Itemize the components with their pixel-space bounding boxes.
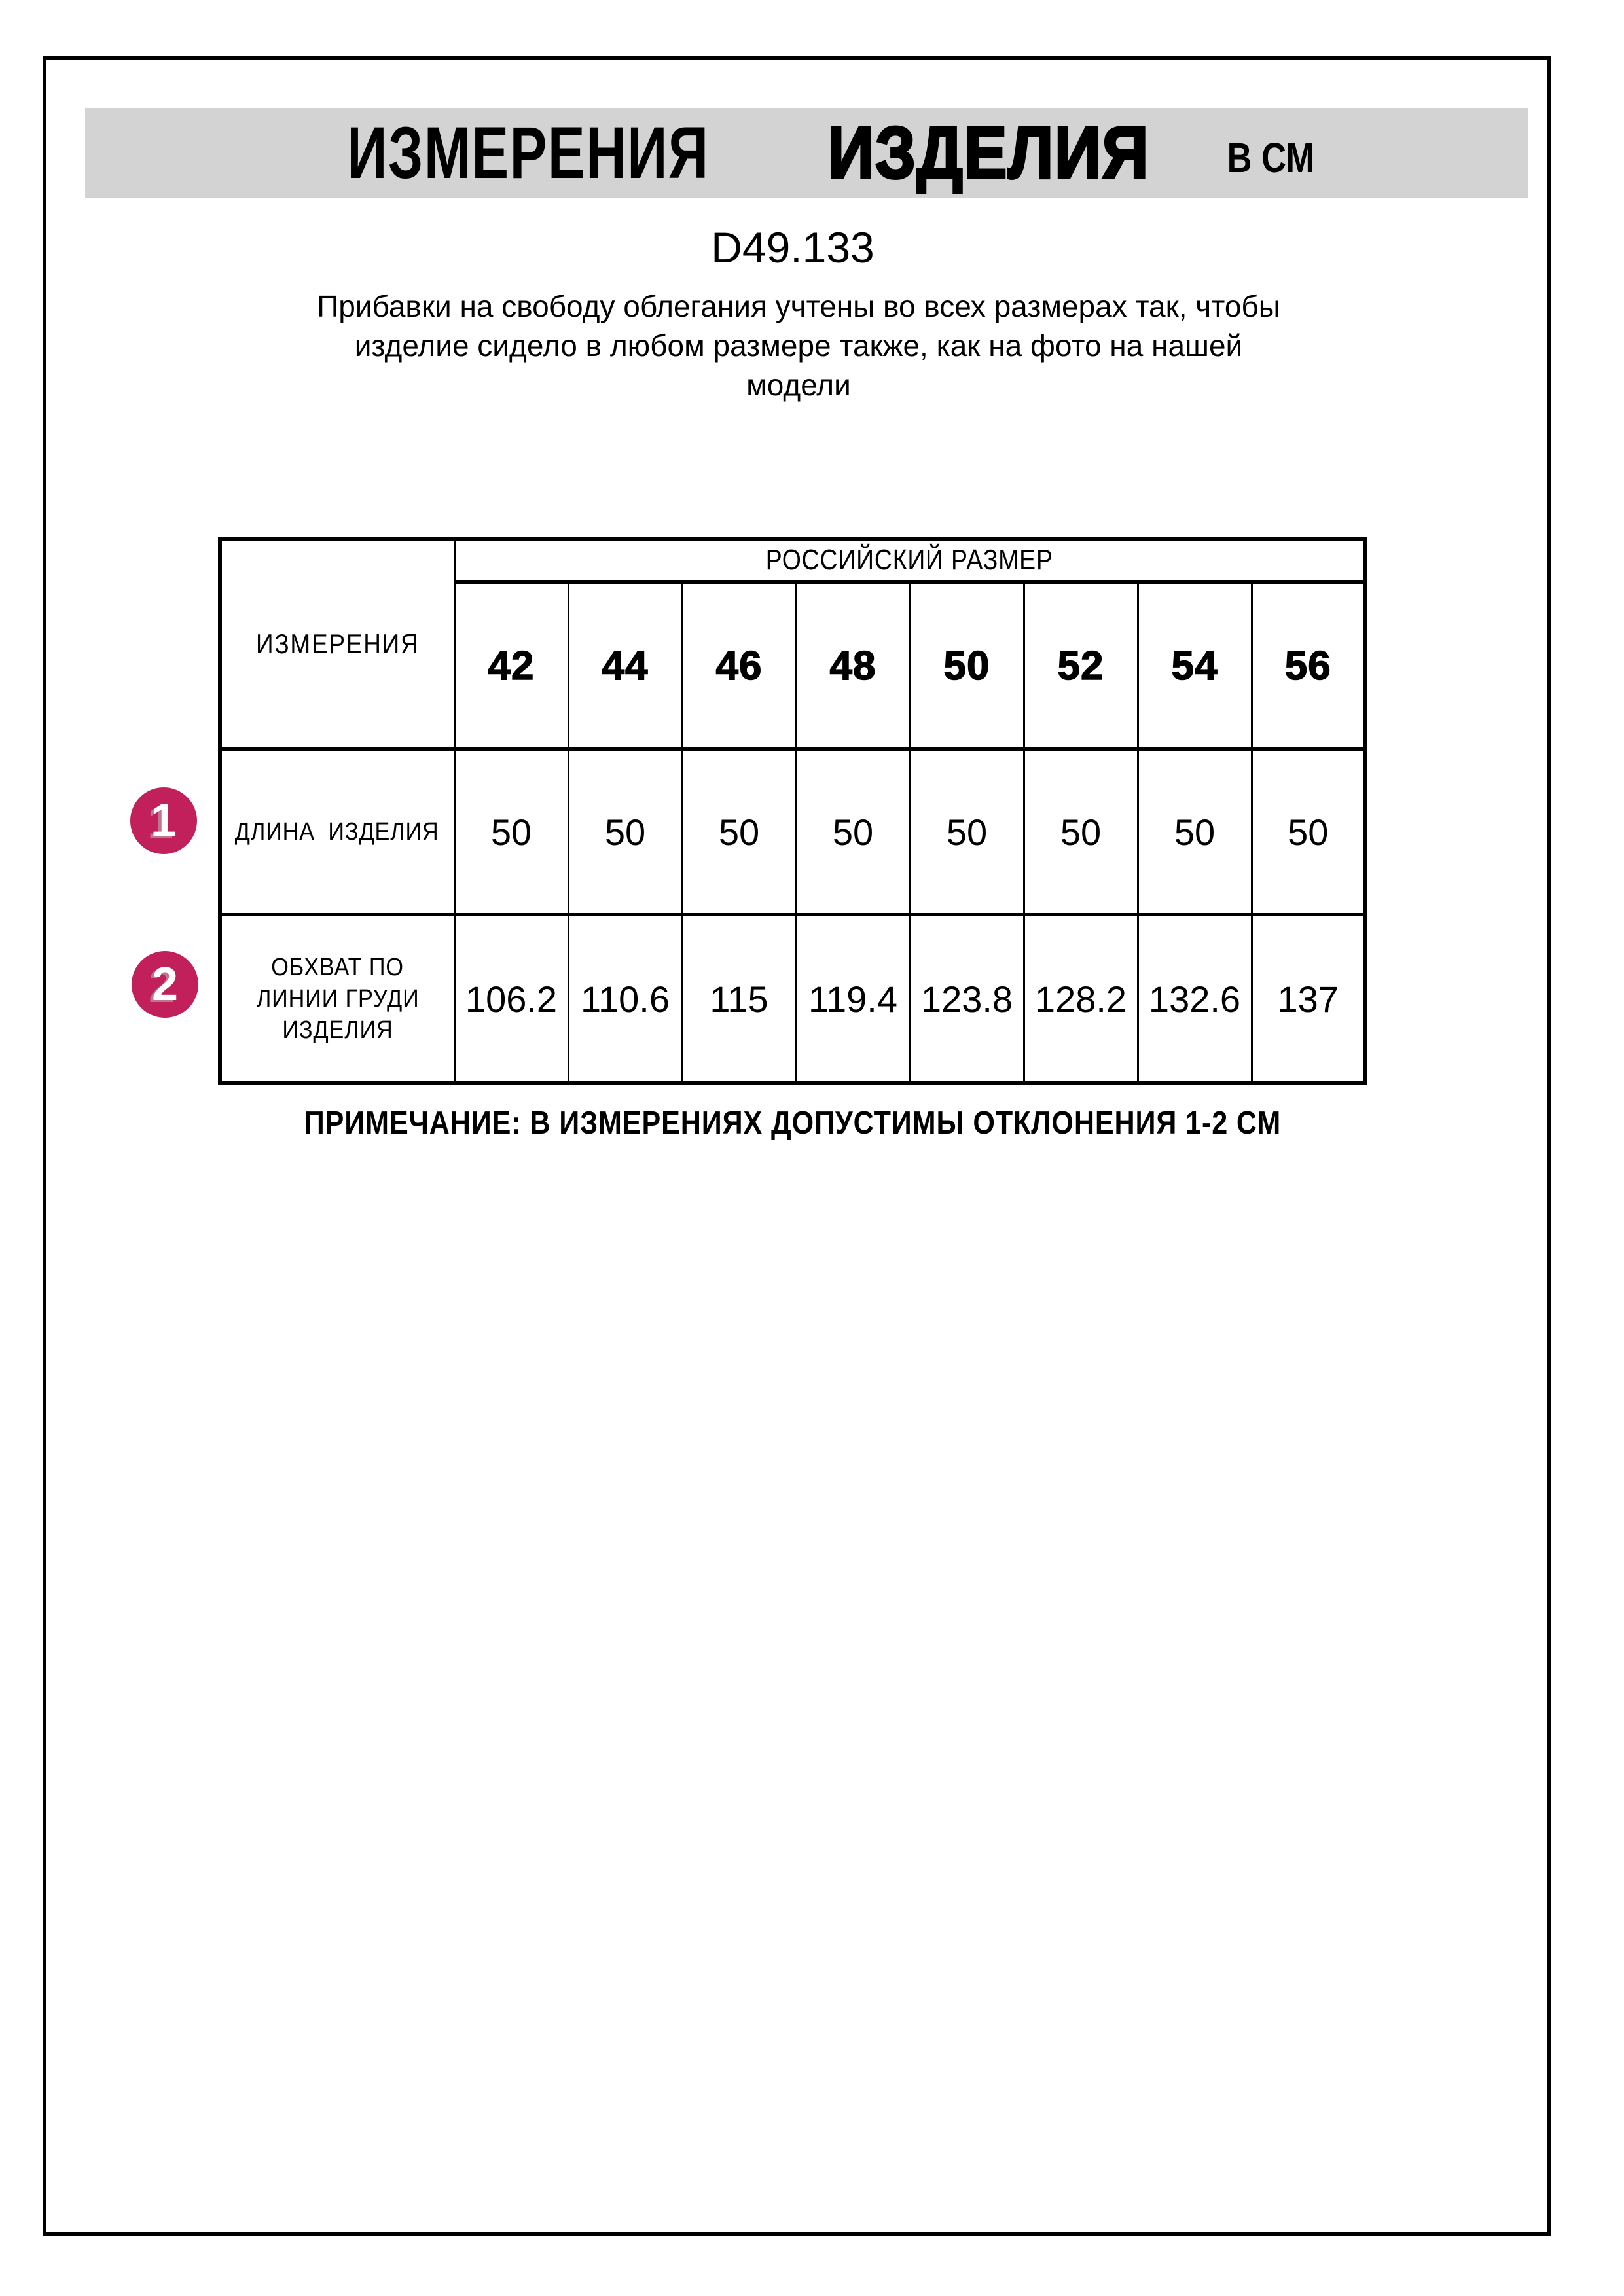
measurements-header-cell: ИЗМЕРЕНИЯ xyxy=(220,539,454,749)
table-cell: 119.4 xyxy=(796,915,910,1084)
row-label-length: ДЛИНА ИЗДЕЛИЯ xyxy=(220,749,454,915)
table-cell: 128.2 xyxy=(1024,915,1138,1084)
size-header: 44 xyxy=(568,582,682,749)
table-cell: 50 xyxy=(1138,749,1252,915)
size-header: 52 xyxy=(1024,582,1138,749)
row-number-badge-2: 2 xyxy=(132,951,198,1018)
table-cell: 110.6 xyxy=(568,915,682,1084)
table-cell: 50 xyxy=(568,749,682,915)
table-cell: 50 xyxy=(454,749,568,915)
row-number-badge-1: 1 xyxy=(130,787,197,854)
fit-description xyxy=(223,287,1375,404)
table-row xyxy=(220,539,1365,582)
table-row-length xyxy=(220,749,1365,915)
fit-description-line: модели xyxy=(746,368,851,402)
size-header: 54 xyxy=(1138,582,1252,749)
table-cell: 50 xyxy=(796,749,910,915)
table-cell: 132.6 xyxy=(1138,915,1252,1084)
size-header: 56 xyxy=(1252,582,1365,749)
size-header: 48 xyxy=(796,582,910,749)
title-banner xyxy=(85,108,1528,198)
table-cell: 106.2 xyxy=(454,915,568,1084)
russian-size-header-cell: РОССИЙСКИЙ РАЗМЕР xyxy=(454,539,1365,582)
table-cell: 50 xyxy=(682,749,796,915)
row-label-chest: ОБХВАТ ПО ЛИНИИ ГРУДИ ИЗДЕЛИЯ xyxy=(220,915,454,1084)
fit-description-line: Прибавки на свободу облегания учтены во всех размерах так, чтобы xyxy=(317,289,1280,323)
title-product: ИЗДЕЛИЯ xyxy=(827,112,1149,194)
size-header: 46 xyxy=(682,582,796,749)
table-cell: 123.8 xyxy=(910,915,1024,1084)
size-chart-table xyxy=(218,537,1367,1085)
table-cell: 50 xyxy=(910,749,1024,915)
tolerance-note: ПРИМЕЧАНИЕ: В ИЗМЕРЕНИЯХ ДОПУСТИМЫ ОТКЛОНЕНИЯ 1-2 СМ xyxy=(304,1105,1282,1141)
fit-description-line: изделие сидело в любом размере также, как на фото на нашей xyxy=(354,329,1243,363)
table-row-chest xyxy=(220,915,1365,1084)
title-units: В СМ xyxy=(1227,134,1314,181)
title-measurements: ИЗМЕРЕНИЯ xyxy=(347,112,710,194)
product-code: D49.133 xyxy=(711,223,875,272)
table-cell: 115 xyxy=(682,915,796,1084)
size-header: 42 xyxy=(454,582,568,749)
table-cell: 137 xyxy=(1252,915,1365,1084)
table-cell: 50 xyxy=(1252,749,1365,915)
table-cell: 50 xyxy=(1024,749,1138,915)
size-header: 50 xyxy=(910,582,1024,749)
